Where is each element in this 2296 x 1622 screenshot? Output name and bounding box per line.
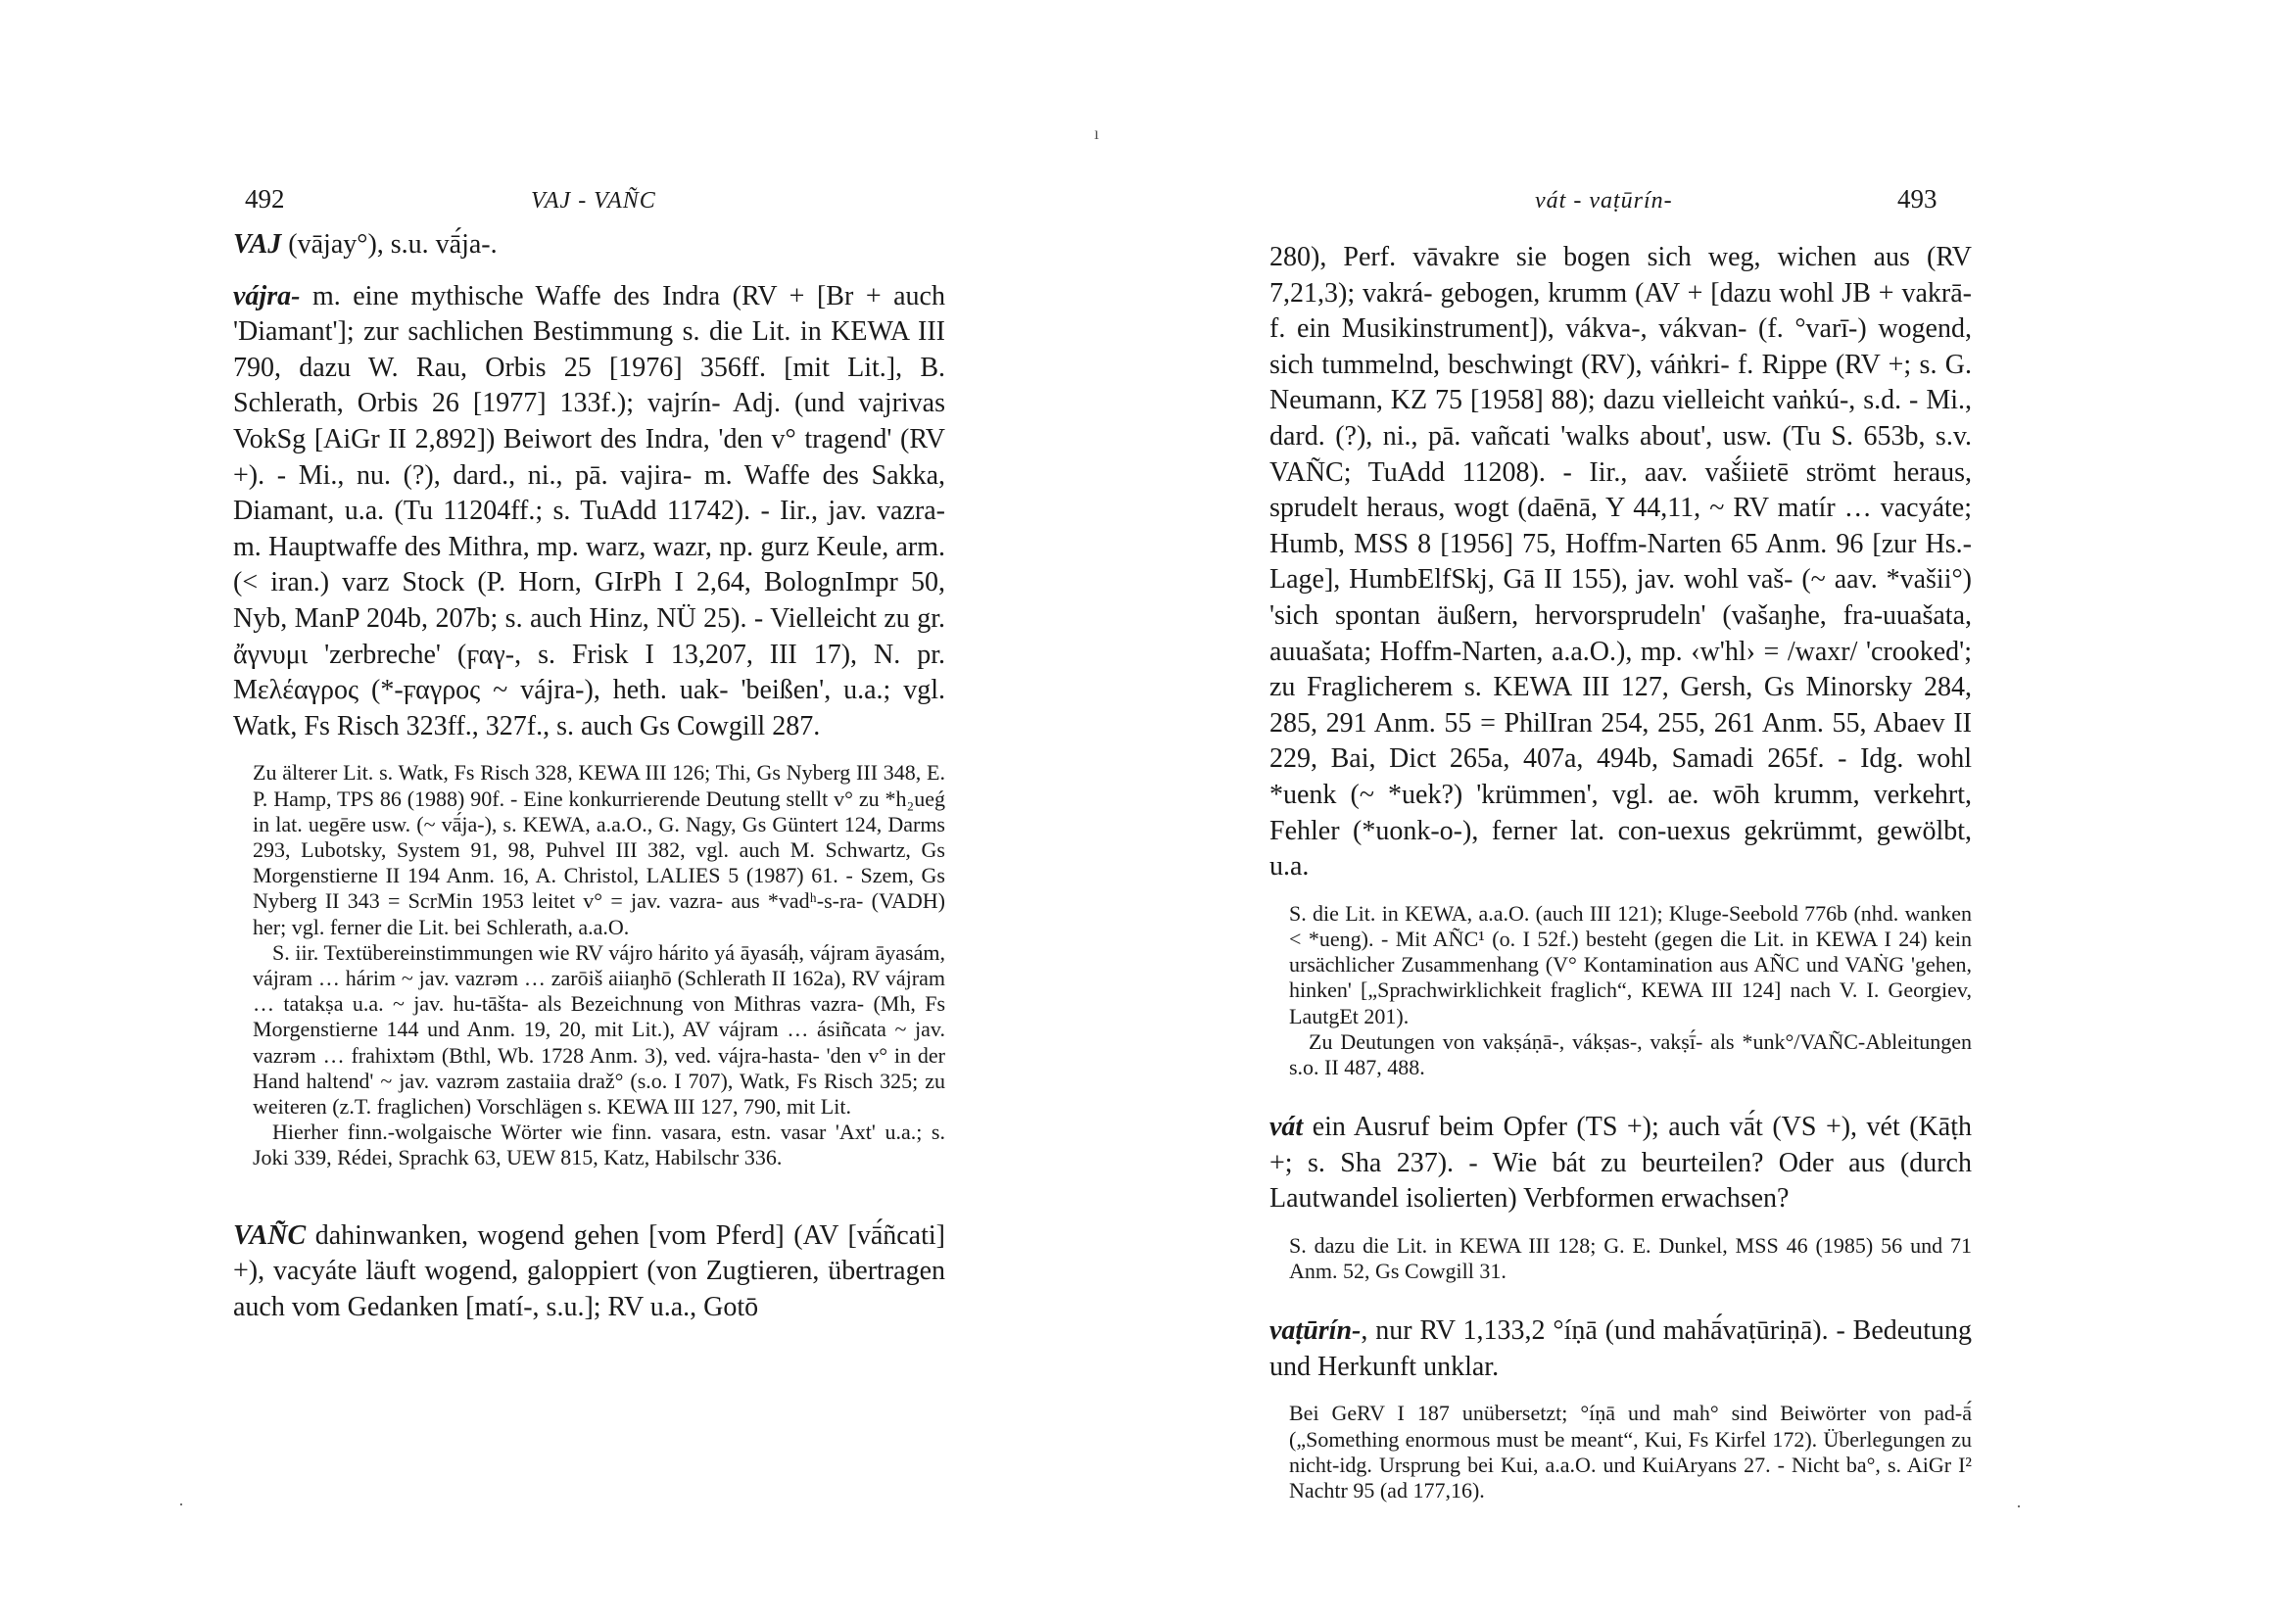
headword: VAÑC xyxy=(233,1219,307,1251)
right-column xyxy=(1269,240,1972,1503)
note-paragraph: S. iir. Textübereinstimmungen wie RV vájro hárito yá āyasáḥ, vájram āyasám, vájram … hárim ~ jav. vazrəm … zarōiš aiiaŋhō (Schlerath II 162a), RV vájram … tatakṣa u.a. ~ jav. hu-tāšta- als Bezeichnung von Mithras vazra- (Mh, Fs Morgenstierne 144 und Anm. 19, 20, mit Lit.), AV vájram … ásiñcata ~ jav. vazrəm … frahixtəm (Bthl, Wb. 1728 Anm. 3), ved. vájra-hasta- 'den v° in der Hand haltend' ~ jav. vazrəm zastaiia draž° (s.o. I 707), Watk, Fs Risch 325; zu weiteren (z.T. fraglichen) Vorschlägen s. KEWA III 127, 790, mit Lit. xyxy=(253,939,945,1119)
entry-text: m. eine mythische Waffe des Indra (RV + [Br + auch 'Diamant']; zur sachlichen Bestimmung s. die Lit. in KEWA III 790, dazu W. Rau, Orbis 25 [1976] 356ff. [mit Lit.], B. Schlerath, Orbis 26 [1977] 133f.); vajrín- Adj. (und vajrivas VokSg [AiGr II 2,892]) Beiwort des Indra, 'den v° tragend' (RV +). - Mi., nu. (?), dard., ni., pā. vajira- m. Waffe des Sakka, Diamant, u.a. (Tu 11204ff.; s. TuAdd 11742). - Iir., jav. vazra- m. Hauptwaffe des Mithra, mp. warz, wazr, np. gurz Keule, arm. (< iran.) varz Stock (P. Horn, GIrPh I 2,64, BolognImpr 50, Nyb, ManP 204b, 207b; s. auch Hinz, NÜ 25). - Vielleicht zu gr. ἄγνυμι 'zerbreche' (ϝαγ-, s. Frisk I 13,207, III 17), N. pr. Μελέαγρος (*-ϝαγρος ~ vájra-), heth. uak- 'beißen', u.a.; vgl. Watk, Fs Risch 323ff., 327f., s. auch Gs Cowgill 287. xyxy=(233,280,945,741)
note-paragraph: S. dazu die Lit. in KEWA III 128; G. E. Dunkel, MSS 46 (1985) 56 und 71 Anm. 52, Gs Cowgill 31. xyxy=(1289,1232,1972,1284)
headword: vájra- xyxy=(233,280,301,311)
note-paragraph: Hierher finn.-wolgaische Wörter wie finn. vasara, estn. vasar 'Axt' u.a.; s. Joki 339, Rédei, Sprachk 63, UEW 815, Katz, Habilschr 336. xyxy=(253,1120,945,1170)
entry-vat xyxy=(1269,1110,1972,1217)
entry-text: , nur RV 1,133,2 °íṇā (und mahā́vaṭūriṇā). - Bedeutung und Herkunft unklar. xyxy=(1269,1315,1972,1382)
left-column xyxy=(233,227,945,1325)
right-running-head: vát - vaṭūrín- xyxy=(1535,188,1673,214)
entry-text: ein Ausruf beim Opfer (TS +); auch vā́t (VS +), vét (Kāṭh +; s. Sha 237). - Wie bát zu beurteilen? Oder aus (durch Lautwandel isolierten) Verbformen erwachsen? xyxy=(1269,1112,1972,1215)
entry-continuation: 280), Perf. vāvakre sie bogen sich weg, wichen aus (RV 7,21,3); vakrá- gebogen, krumm (AV + [dazu wohl JB + vakrā- f. ein Musikinstrument]), vákva-, vákvan- (f. °varī-) wogend, sich tummelnd, beschwingt (RV), váṅkri- f. Rippe (RV +; s. G. Neumann, KZ 75 [1958] 88); dazu vielleicht vaṅkú-, s.d. - Mi., dard. (?), ni., pā. vañcati 'walks about', usw. (Tu S. 653b, s.v. VAÑC; TuAdd 11208). - Iir., aav. vaš́iietē strömt heraus, sprudelt heraus, wogt (daēnā, Y 44,11, ~ RV matír … vacyáte; Humb, MSS 8 [1956] 75, Hoffm-Narten 65 Anm. 96 [zur Hs.-Lage], HumbElfSkj, Gā II 155), jav. wohl vaš- (~ aav. *vašii°) 'sich spontan äußern, hervorsprudeln' (vašaŋhe, fra-uuašata, auuašata; Hoffm-Narten, a.a.O.), mp. ‹w'hl› = /waxr/ 'crooked'; zu Fraglicherem s. KEWA III 127, Gersh, Gs Minorsky 284, 285, 291 Anm. 55 = PhilIran 254, 255, 261 Anm. 55, Abaev II 229, Bai, Dict 265a, 407a, 494b, Samadi 265f. - Idg. wohl *uenk (~ *uek?) 'krümmen', vgl. ae. wōh krumm, verkehrt, Fehler (*uonk-o-), ferner lat. con-uexus gekrümmt, gewölbt, u.a. xyxy=(1269,242,1972,883)
note-paragraph: Zu älterer Lit. s. Watk, Fs Risch 328, KEWA III 126; Thi, Gs Nyberg III 348, E. P. Hamp, TPS 86 (1988) 90f. - Eine konkurrierende Deutung stellt v° zu *h₂ueǵ in lat. uegēre usw. (~ vā́ja-), s. KEWA, a.a.O., G. Nagy, Gs Güntert 124, Darms 293, Lubotsky, System 91, 98, Puhvel III 382, vgl. auch M. Schwartz, Gs Morgenstierne II 194 Anm. 16, A. Christol, LALIES 5 (1987) 61. - Szem, Gs Nyberg II 343 = ScrMin 1953 leitet v° = jav. vazra- aus *vadʰ-s-ra- (VADH) her; vgl. ferner die Lit. bei Schlerath, a.a.O. xyxy=(253,760,945,939)
entry-vaturin xyxy=(1269,1313,1972,1385)
note-paragraph: Bei GeRV I 187 unübersetzt; °íṇā und mah° sind Beiwörter von pad-ā́ („Something enormous must be meant“, Kui, Fs Kirfel 172). Überlegungen zu nicht-idg. Ursprung bei Kui, a.a.O. und KuiAryans 27. - Nicht ba°, s. AiGr I² Nachtr 95 (ad 177,16). xyxy=(1289,1401,1972,1503)
entry-text: dahinwanken, wogend gehen [vom Pferd] (AV [vā́ñcati] +), vacyáte läuft wogend, galoppiert (von Zugtieren, übertragen auch vom Gedanken [matí-, s.u.]; RV u.a., Gotō xyxy=(233,1219,945,1322)
left-page-number: 492 xyxy=(245,184,285,214)
entry-text: (vājay°), s.u. vā́ja-. xyxy=(281,229,498,260)
note-paragraph: Zu Deutungen von vakṣáṇā-, vákṣas-, vakṣī́- als *unk°/VAÑC-Ableitungen s.o. II 487, 488. xyxy=(1289,1028,1972,1079)
right-page xyxy=(1148,0,2296,1622)
entry-vaj xyxy=(233,227,945,263)
headword: vát xyxy=(1269,1112,1304,1143)
entry-vajra xyxy=(233,279,945,745)
note-paragraph: S. die Lit. in KEWA, a.a.O. (auch III 121); Kluge-Seebold 776b (nhd. wanken < *ueng). - Mit AÑC¹ (o. I 52f.) besteht (gegen die Lit. in KEWA I 24) kein ursächlicher Zusammenhang (V° Kontamination aus AÑC und VAṄG 'gehen, hinken' [„Sprachwirklichkeit fraglich“, KEWA III 124] nach V. I. Georgiev, LautgEt 201). xyxy=(1289,900,1972,1028)
scan-speck: · xyxy=(178,1495,184,1514)
left-running-head: VAJ - VAÑC xyxy=(531,188,656,214)
headword: VAJ xyxy=(233,229,282,260)
scan-speck: ı xyxy=(1094,123,1100,143)
right-page-number: 493 xyxy=(1897,184,1937,214)
entry-vanc xyxy=(233,1218,945,1326)
headword: vaṭūrín- xyxy=(1269,1315,1362,1347)
scan-speck: · xyxy=(2016,1497,2022,1516)
